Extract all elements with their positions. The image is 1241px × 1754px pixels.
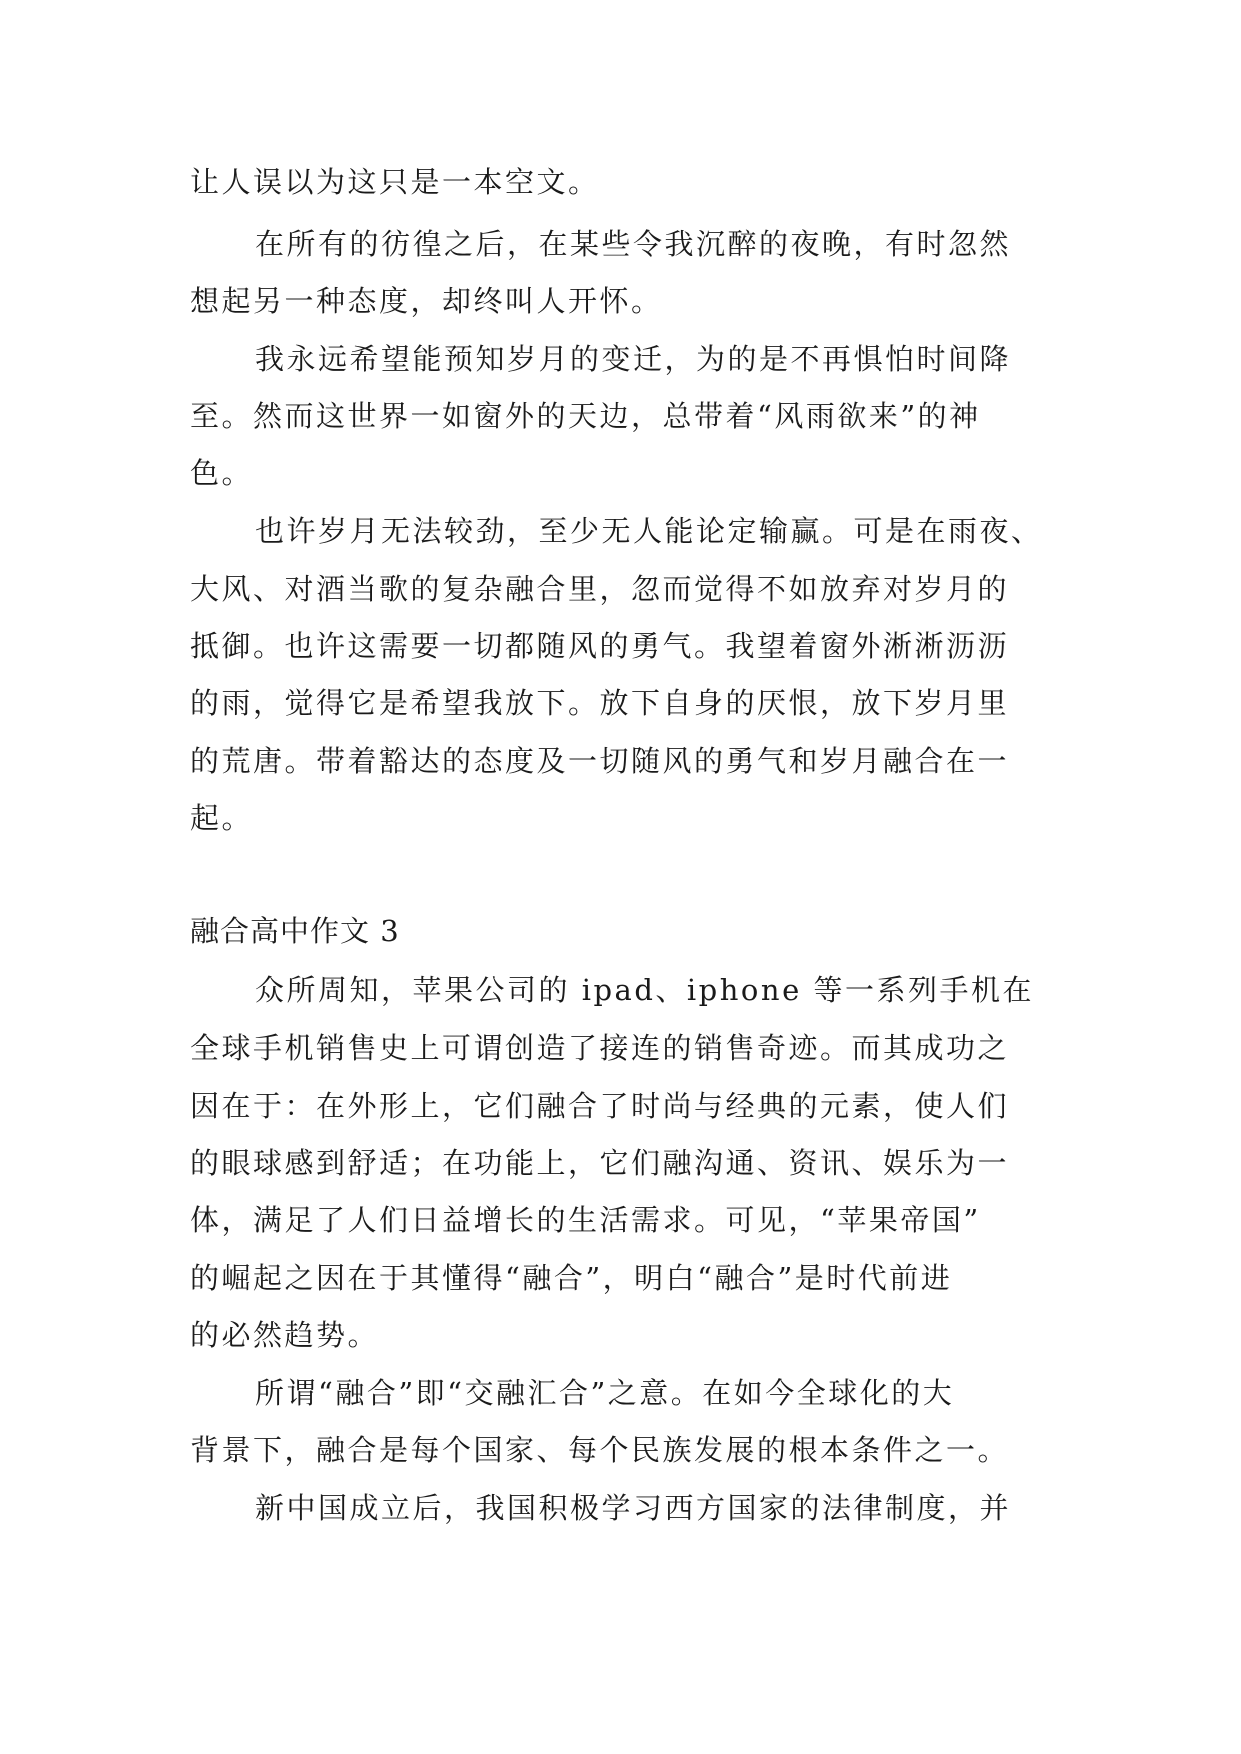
text-line: 众所周知，苹果公司的 ipad、iphone 等一系列手机在 <box>255 973 1034 1007</box>
text-line: 想起另一种态度，却终叫人开怀。 <box>190 284 663 318</box>
text-line: 的必然趋势。 <box>190 1318 380 1352</box>
text-line: 背景下，融合是每个国家、每个民族发展的根本条件之一。 <box>190 1433 1010 1467</box>
text-line: 的崛起之因在于其懂得“融合”，明白“融合”是时代前进 <box>190 1261 953 1295</box>
text-line: 也许岁月无法较劲，至少无人能论定输赢。可是在雨夜、 <box>255 514 1043 548</box>
text-line: 因在于：在外形上，它们融合了时尚与经典的元素，使人们 <box>190 1089 1010 1123</box>
text-line: 我永远希望能预知岁月的变迁，为的是不再惧怕时间降 <box>255 342 1012 376</box>
text-line: 全球手机销售史上可谓创造了接连的销售奇迹。而其成功之 <box>190 1031 1010 1065</box>
text-line: 抵御。也许这需要一切都随风的勇气。我望着窗外淅淅沥沥 <box>190 629 1010 663</box>
text-line: 的眼球感到舒适；在功能上，它们融沟通、资讯、娱乐为一 <box>190 1146 1010 1180</box>
section-heading: 融合高中作文 3 <box>190 914 400 948</box>
text-line: 至。然而这世界一如窗外的天边，总带着“风雨欲来”的神 <box>190 399 981 433</box>
text-line: 新中国成立后，我国积极学习西方国家的法律制度，并 <box>255 1491 1012 1525</box>
text-line: 起。 <box>190 801 254 835</box>
text-line: 的荒唐。带着豁达的态度及一切随风的勇气和岁月融合在一 <box>190 744 1010 778</box>
text-line: 所谓“融合”即“交融汇合”之意。在如今全球化的大 <box>255 1376 955 1410</box>
text-line: 大风、对酒当歌的复杂融合里，忽而觉得不如放弃对岁月的 <box>190 572 1010 606</box>
text-line: 体，满足了人们日益增长的生活需求。可见，“苹果帝国” <box>190 1203 981 1237</box>
text-line: 色。 <box>190 456 254 490</box>
text-line: 让人误以为这只是一本空文。 <box>190 165 600 199</box>
text-line: 在所有的彷徨之后，在某些令我沉醉的夜晚，有时忽然 <box>255 227 1012 261</box>
text-line: 的雨，觉得它是希望我放下。放下自身的厌恨，放下岁月里 <box>190 686 1010 720</box>
